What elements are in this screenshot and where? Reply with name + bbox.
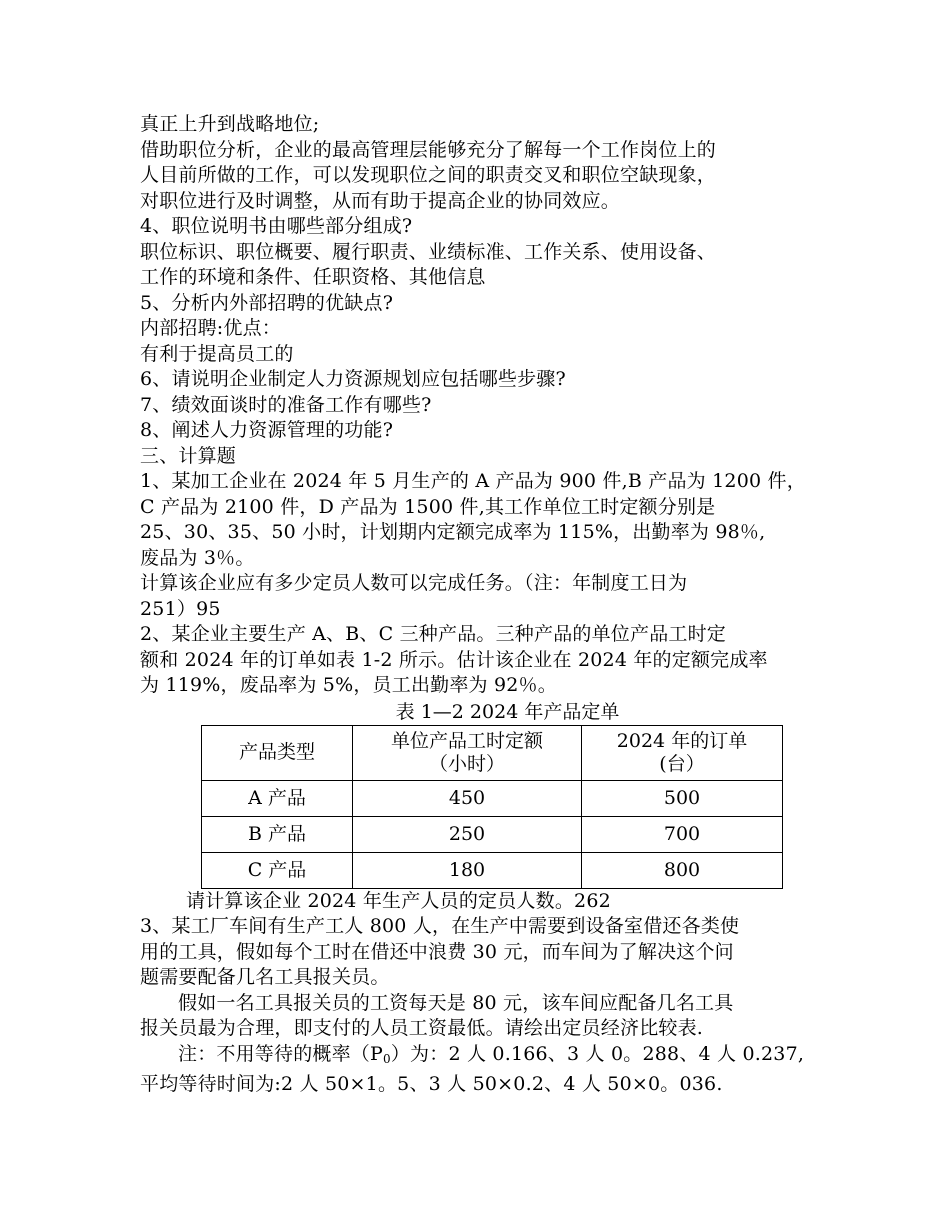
calc-question-3: 3、某工厂车间有生产工人 800 人，在生产中需要到设备室借还各类使 bbox=[140, 915, 740, 937]
table-caption: 表 1—2 2024 年产品定单 bbox=[395, 700, 620, 723]
note-text: ）为：2 人 0.166、3 人 0。288、4 人 0.237, bbox=[390, 1042, 805, 1065]
text-line: 对职位进行及时调整，从而有助于提高企业的协同效应。 bbox=[140, 189, 621, 212]
text-line: 用的工具，假如每个工时在借还中浪费 30 元，而车间为了解决这个问 bbox=[140, 940, 734, 963]
calc-question-2: 2、某企业主要生产 A、B、C 三种产品。三种产品的单位产品工时定 bbox=[140, 623, 726, 645]
table-row bbox=[202, 852, 783, 888]
orders-cell: 800 bbox=[582, 852, 783, 888]
question-6: 6、请说明企业制定人力资源规划应包括哪些步骤? bbox=[140, 368, 566, 390]
text-line: 报关员最为合理，即支付的人员工资最低。请绘出定员经济比较表. bbox=[140, 1017, 704, 1039]
text-line: 请计算该企业 2024 年生产人员的定员人数。262 bbox=[186, 889, 611, 912]
text-line: 废品为 3％。 bbox=[140, 546, 255, 569]
table-row bbox=[202, 780, 783, 816]
product-cell: C 产品 bbox=[202, 852, 353, 888]
product-cell: A 产品 bbox=[202, 780, 353, 816]
product-cell: B 产品 bbox=[202, 816, 353, 852]
calc-question-1: 1、某加工企业在 2024 年 5 月生产的 A 产品为 900 件,B 产品为 1200 件， bbox=[140, 470, 806, 492]
text-line: 工作的环境和条件、任职资格、其他信息 bbox=[140, 266, 486, 288]
question-8: 8、阐述人力资源管理的功能? bbox=[140, 419, 394, 441]
header-line: （小时） bbox=[428, 752, 505, 775]
question-4: 4、职位说明书由哪些部分组成? bbox=[140, 215, 413, 237]
note-line bbox=[140, 1042, 815, 1073]
text-line: 人目前所做的工作，可以发现职位之间的职责交叉和职位空缺现象， bbox=[140, 164, 717, 186]
question-7: 7、绩效面谈时的准备工作有哪些? bbox=[140, 393, 432, 416]
text-line: 题需要配备几名工具报关员。 bbox=[140, 966, 390, 988]
note-text: 注：不用等待的概率（P bbox=[178, 1042, 383, 1065]
table-header-row bbox=[202, 725, 783, 780]
text-line: 为 119%，废品率为 5%，员工出勤率为 92％。 bbox=[140, 674, 557, 696]
hours-cell: 450 bbox=[353, 780, 582, 816]
header-cell bbox=[582, 725, 783, 780]
text-line: 职位标识、职位概要、履行职责、业绩标准、工作关系、使用设备、 bbox=[140, 240, 717, 263]
text-line: 251）95 bbox=[140, 597, 221, 620]
header-line: (台） bbox=[659, 752, 705, 775]
text-line: 计算该企业应有多少定员人数可以完成任务。（注：年制度工日为 bbox=[140, 572, 688, 594]
subscript-zero: 0 bbox=[383, 1051, 391, 1066]
text-line: 额和 2024 年的订单如表 1-2 所示。估计该企业在 2024 年的定额完成率 bbox=[140, 648, 768, 671]
header-line: 2024 年的订单 bbox=[616, 729, 748, 752]
section-heading: 三、计算题 bbox=[140, 444, 237, 467]
text-line: 借助职位分析，企业的最高管理层能够充分了解每一个工作岗位上的 bbox=[140, 138, 717, 161]
text-line: 25、30、35、50 小时，计划期内定额完成率为 115%，出勤率为 98％, bbox=[140, 521, 766, 543]
orders-cell: 500 bbox=[582, 780, 783, 816]
header-line: 单位产品工时定额 bbox=[390, 729, 543, 752]
text-line: 真正上升到战略地位; bbox=[140, 113, 320, 135]
text-line: 假如一名工具报关员的工资每天是 80 元，该车间应配备几名工具 bbox=[178, 991, 734, 1014]
table-row bbox=[202, 816, 783, 852]
orders-cell: 700 bbox=[582, 816, 783, 852]
text-line: 有利于提高员工的 bbox=[140, 342, 294, 365]
header-cell: 产品类型 bbox=[202, 725, 353, 780]
hours-cell: 250 bbox=[353, 816, 582, 852]
product-order-table bbox=[201, 725, 783, 889]
text-line: 内部招聘:优点： bbox=[140, 317, 282, 339]
text-line: 平均等待时间为:2 人 50×1。5、3 人 50×0.2、4 人 50×0。036. bbox=[140, 1073, 723, 1095]
text-line: C 产品为 2100 件，D 产品为 1500 件,其工作单位工时定额分别是 bbox=[140, 495, 716, 518]
document-page bbox=[140, 112, 815, 1098]
question-5: 5、分析内外部招聘的优缺点? bbox=[140, 291, 394, 314]
hours-cell: 180 bbox=[353, 852, 582, 888]
header-cell bbox=[353, 725, 582, 780]
